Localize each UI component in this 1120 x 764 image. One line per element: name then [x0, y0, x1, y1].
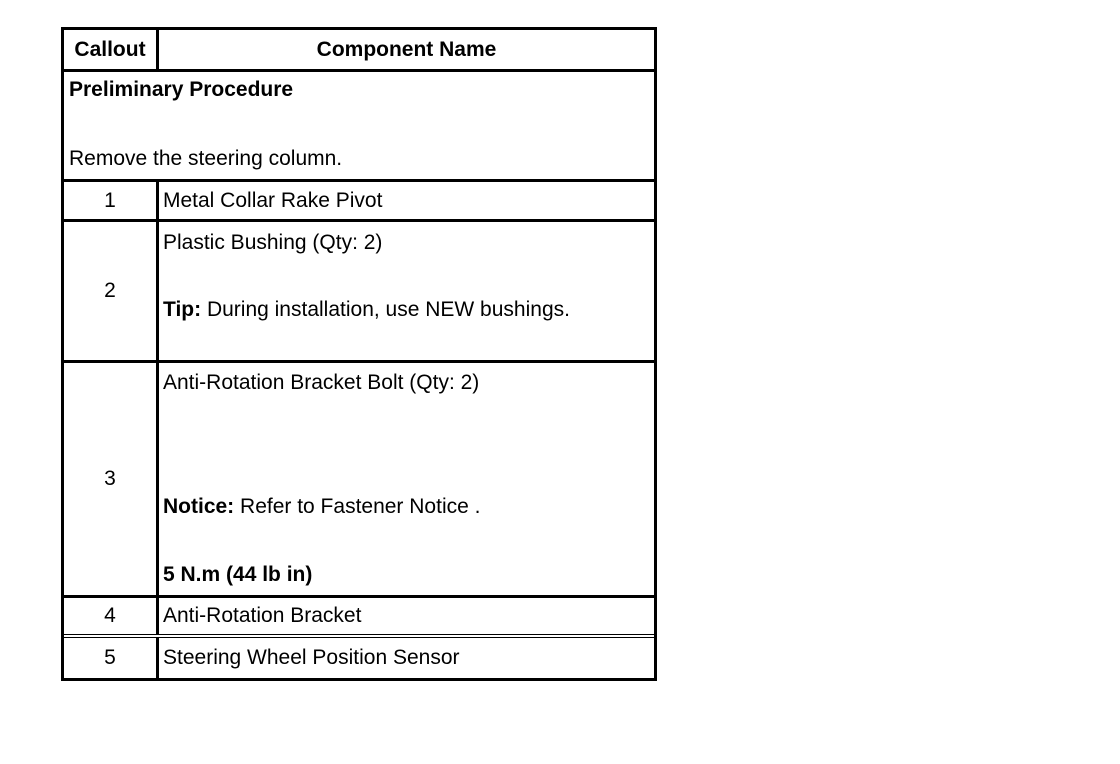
- notice-label: Notice:: [163, 495, 235, 518]
- notice-line: [163, 495, 650, 519]
- callout-number: 3: [64, 363, 159, 595]
- component-name: Plastic Bushing (Qty: 2): [163, 231, 383, 254]
- preliminary-procedure-row: [64, 72, 654, 182]
- torque-spec: 5 N.m (44 lb in): [163, 563, 313, 586]
- component-cell: [159, 363, 654, 595]
- callout-number: 2: [64, 222, 159, 360]
- component-name: Metal Collar Rake Pivot: [163, 188, 383, 212]
- callout-number: 5: [64, 638, 159, 678]
- table-row: [64, 363, 654, 598]
- component-table: [61, 27, 657, 681]
- header-component-name: Component Name: [316, 37, 497, 61]
- tip-line: [163, 298, 650, 322]
- table-row: [64, 598, 654, 638]
- tip-text: During installation, use NEW bushings.: [201, 298, 570, 321]
- tip-label: Tip:: [163, 298, 202, 321]
- table-row: [64, 182, 654, 222]
- preliminary-title: Preliminary Procedure: [69, 78, 294, 101]
- component-name: Anti-Rotation Bracket Bolt (Qty: 2): [163, 371, 480, 394]
- callout-number: 1: [64, 182, 159, 219]
- component-name: Anti-Rotation Bracket: [163, 604, 362, 627]
- callout-number: 4: [64, 598, 159, 634]
- component-cell: [159, 222, 654, 360]
- header-callout: Callout: [64, 30, 159, 69]
- preliminary-step: Remove the steering column.: [69, 147, 343, 170]
- component-name: Steering Wheel Position Sensor: [163, 646, 460, 669]
- notice-text: Refer to Fastener Notice .: [234, 495, 481, 518]
- table-header-row: [64, 30, 654, 72]
- table-row: [64, 638, 654, 678]
- table-row: [64, 222, 654, 363]
